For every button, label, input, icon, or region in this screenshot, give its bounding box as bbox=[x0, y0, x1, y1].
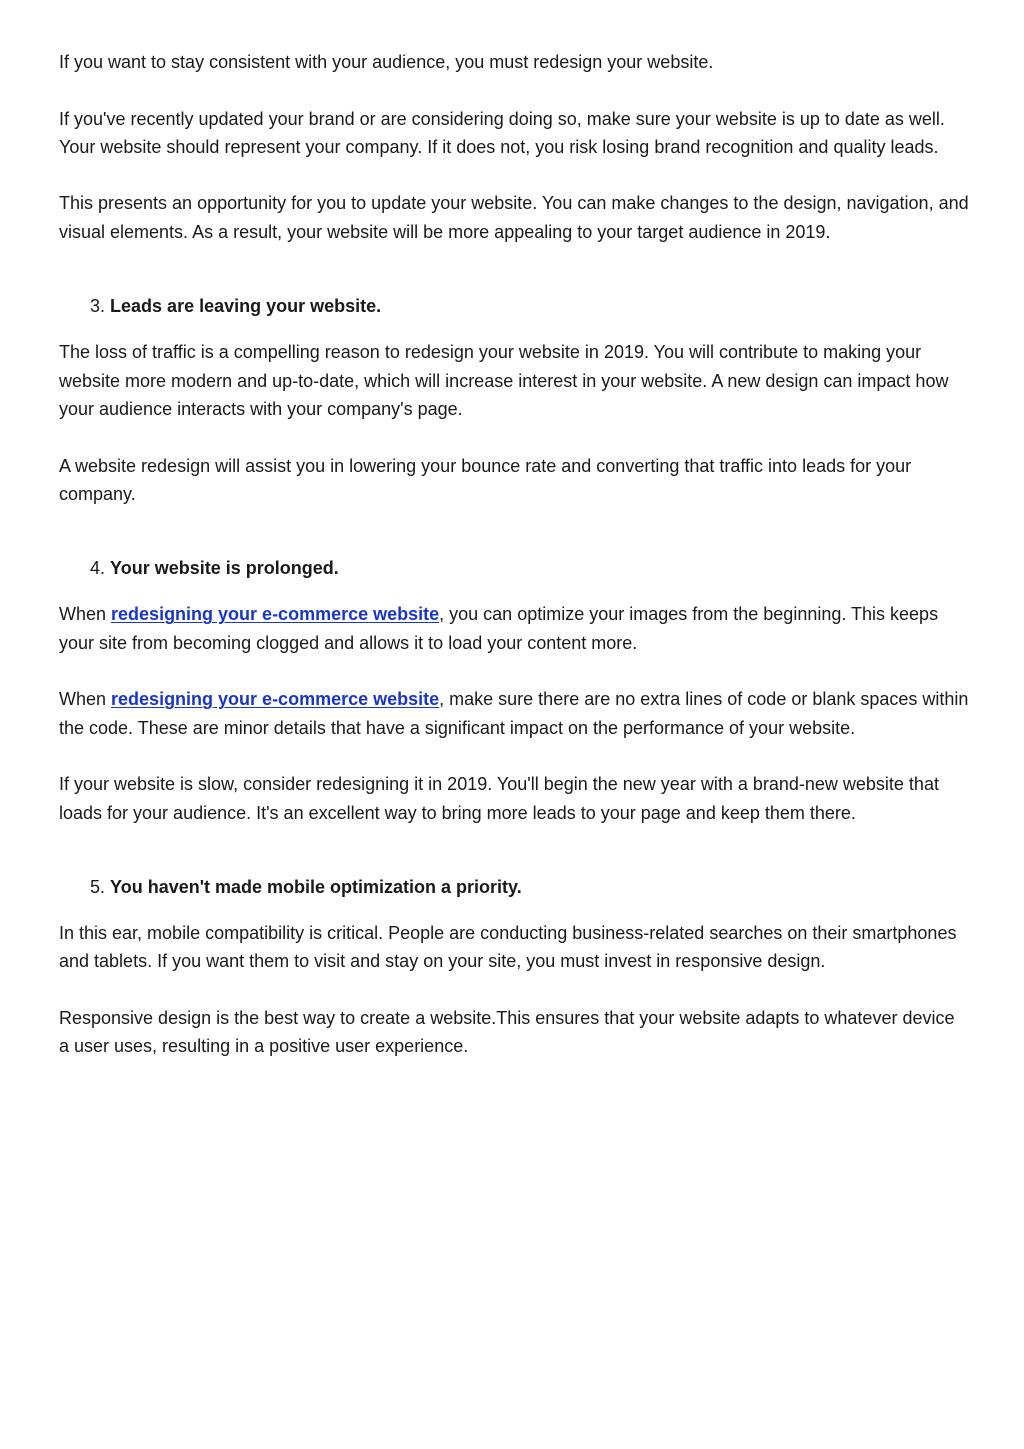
section-5-title: You haven't made mobile optimization a priority. bbox=[110, 876, 522, 897]
paragraph-prefix: When bbox=[59, 689, 112, 710]
paragraph-suffix: , you can optimize your images from the beginning. This keeps your site from becoming clogged and allows it to load your content more. bbox=[59, 604, 939, 653]
paragraph-brand-update: If you've recently updated your brand or are considering doing so, make sure your website is up to date as well. Your website should represent your company. If it does not, you risk losing brand recognition and quality leads. bbox=[59, 108, 945, 157]
section-5-heading bbox=[59, 873, 969, 901]
section-4-number: 4. bbox=[90, 558, 106, 579]
paragraph-prefix: When bbox=[59, 604, 112, 625]
paragraph-responsive-design: Responsive design is the best way to create a website.This ensures that your website adapts to whatever device a user uses, resulting in a positive user experience. bbox=[59, 1008, 955, 1057]
document-page bbox=[59, 48, 969, 1061]
paragraph-mobile-compatibility: In this ear, mobile compatibility is critical. People are conducting business-related searches on their smartphones and tablets. If you want them to visit and stay on your site, you must invest in responsive design. bbox=[59, 923, 957, 972]
section-3-title: Leads are leaving your website. bbox=[110, 296, 382, 317]
paragraph-opportunity: This presents an opportunity for you to update your website. You can make changes to the design, navigation, and visual elements. As a result, your website will be more appealing to your target audience in 2019. bbox=[59, 193, 969, 242]
section-3-heading bbox=[59, 292, 969, 320]
paragraph-bounce-rate: A website redesign will assist you in lowering your bounce rate and converting that traffic into leads for your company. bbox=[59, 455, 912, 504]
paragraph-suffix: , make sure there are no extra lines of code or blank spaces within the code. These are minor details that have a significant impact on the performance of your website. bbox=[59, 689, 969, 738]
ecommerce-redesign-link[interactable]: redesigning your e-commerce website bbox=[111, 604, 440, 625]
paragraph-traffic-loss: The loss of traffic is a compelling reason to redesign your website in 2019. You will contribute to making your website more modern and up-to-date, which will increase interest in your website. A new design can impact how your audience interacts with your company's page. bbox=[59, 342, 949, 419]
ecommerce-redesign-link[interactable]: redesigning your e-commerce website bbox=[111, 689, 440, 710]
section-3-number: 3. bbox=[90, 296, 106, 317]
section-5-number: 5. bbox=[90, 876, 106, 897]
paragraph-clean-code bbox=[59, 685, 969, 742]
paragraph-slow-website: If your website is slow, consider redesigning it in 2019. You'll begin the new year with a brand-new website that loads for your audience. It's an excellent way to bring more leads to your page and keep them there. bbox=[59, 774, 939, 823]
section-4-title: Your website is prolonged. bbox=[110, 558, 339, 579]
section-4-heading bbox=[59, 554, 969, 582]
paragraph-consistency: If you want to stay consistent with your audience, you must redesign your website. bbox=[59, 52, 714, 72]
paragraph-optimize-images bbox=[59, 600, 969, 657]
